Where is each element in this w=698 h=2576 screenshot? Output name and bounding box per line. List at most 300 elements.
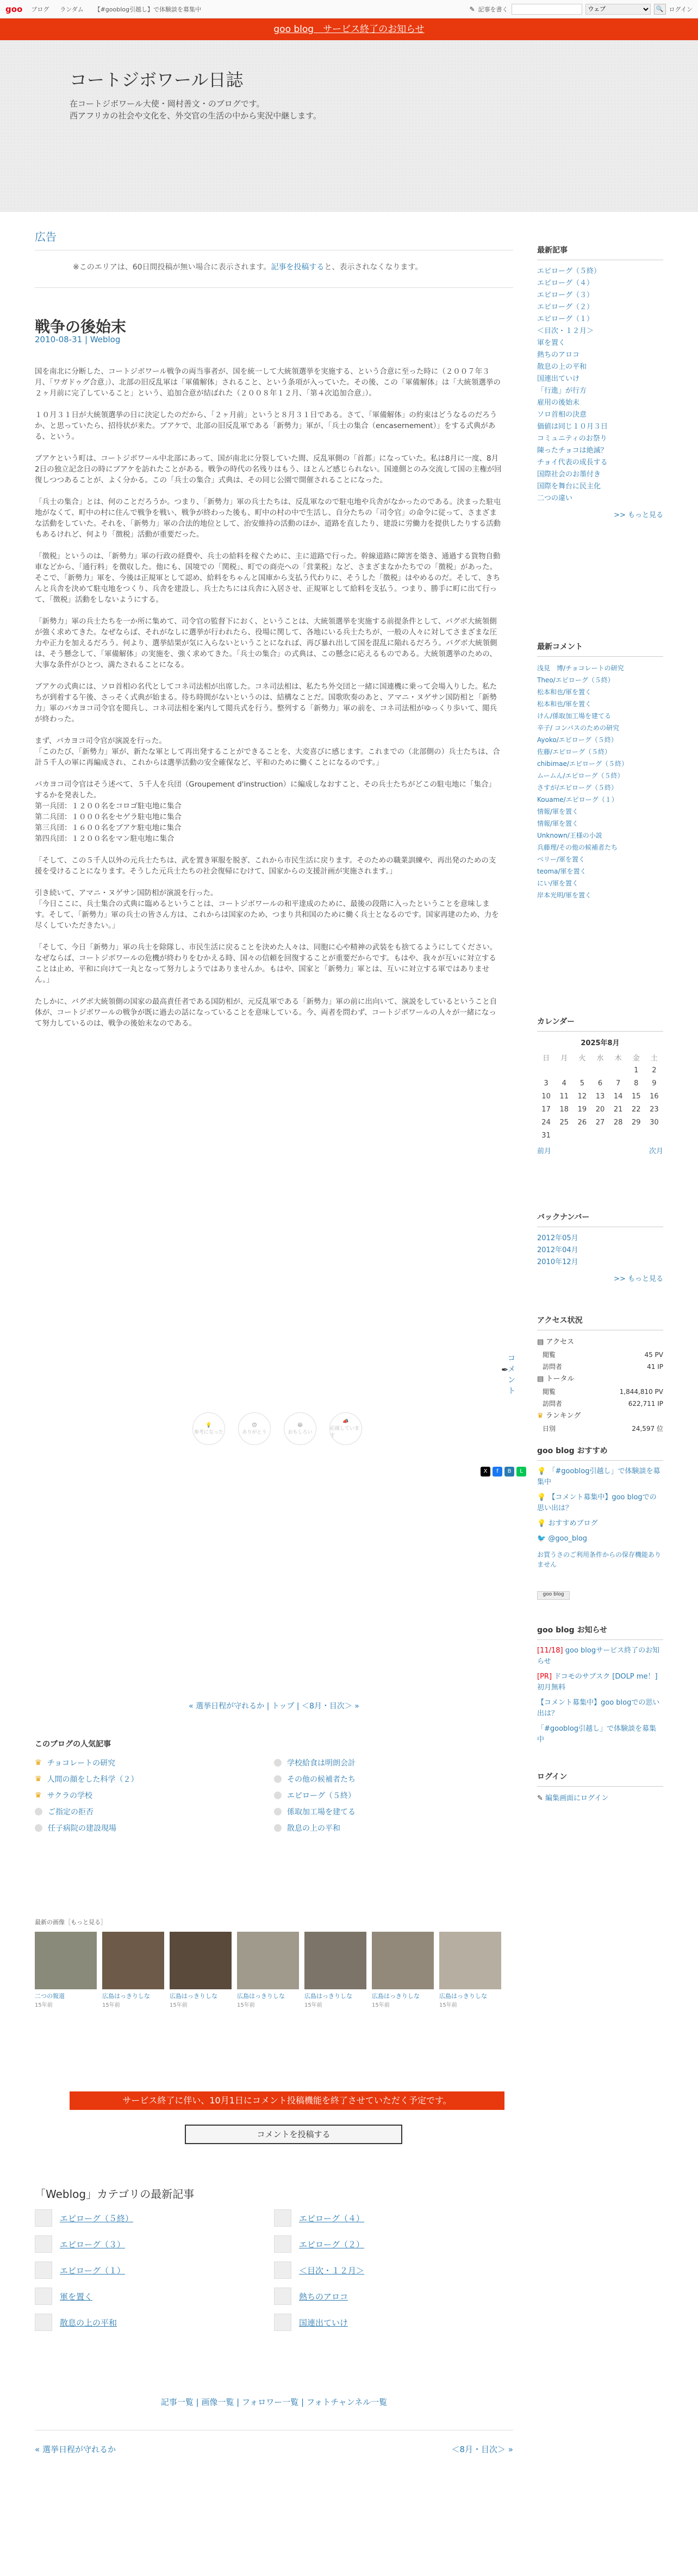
recent-comment-item[interactable]: にい/軍を置く bbox=[537, 879, 579, 887]
recent-image-item[interactable] bbox=[304, 1932, 366, 2008]
bulb-icon: 💡 bbox=[537, 1467, 546, 1475]
calendar-day bbox=[627, 1129, 645, 1142]
recent-article-link[interactable]: 国際社会のお墨付き bbox=[537, 470, 601, 479]
article-icon bbox=[35, 2314, 52, 2331]
login-title: ログイン bbox=[537, 1771, 663, 1787]
access-value: 45 PV bbox=[644, 1351, 663, 1359]
calendar-day: 15 bbox=[632, 1092, 641, 1101]
category-article-label: エピローグ（５終） bbox=[60, 2213, 134, 2223]
category-article-label: 軍を置く bbox=[60, 2291, 93, 2302]
recent-comment-item[interactable]: さすが/エピローグ（５終） bbox=[537, 784, 618, 791]
nav-random[interactable]: ランダム bbox=[60, 5, 84, 13]
write-article-link[interactable]: 記事を書く bbox=[478, 5, 508, 13]
calendar-day: 23 bbox=[650, 1105, 659, 1114]
popular-item-label: サクラの学校 bbox=[47, 1792, 93, 1800]
recent-article-link[interactable]: エピローグ（２） bbox=[537, 303, 594, 311]
recent-article-link[interactable]: 価値は同じ１０月３日 bbox=[537, 423, 608, 431]
entry-paragraph: バカヨコ司令官はそう述べて、５千人を兵団（Groupement d'instruction）に編成しなおすこと、その兵士たちがどこの駐屯地に「集合」するかを発表した。 第一兵団：１２００名をコロゴ駐屯地に集合 第二兵団：１０００名をセゲラ駐屯地に集合 第三兵団：１６００名をブアケ駐屯地に集合 第四兵団：１２００名をマン駐屯地に集合 bbox=[35, 780, 496, 843]
entry-category-link[interactable]: Weblog bbox=[90, 335, 121, 344]
notice-tag: [PR] bbox=[537, 1673, 552, 1681]
recent-image-caption[interactable]: 二つの報道 bbox=[35, 1993, 65, 2000]
recent-article-item bbox=[537, 301, 663, 313]
calendar-day: 16 bbox=[650, 1092, 659, 1101]
recent-comment-item[interactable]: Ayoko/エピローグ（５終） bbox=[537, 736, 618, 744]
entry-paragraph: 「兵士の集合」とは、何のことだろうか。つまり、「新勢力」軍の兵士たちは、反乱軍なので駐屯地や兵舎がなかったのである。決まった駐屯地がなくて、町中の村に住んで戦争を戦い、戦争が終わった後も、町中の村の中で生活し、自分たちの「司令官」の命令に従って、さまざまな活動をしていた。それを、「新勢力」軍の合法的地位として、治安維持の活動のほか、道路を直したり、建設に労働力を提供したりする活動もあるけれど、何より「徴税」活動が重要だった。 bbox=[35, 498, 501, 539]
recent-articles-title: 最新記事 bbox=[537, 244, 663, 260]
thumbnail-image[interactable] bbox=[170, 1932, 232, 1989]
calendar-day bbox=[573, 1129, 591, 1142]
calendar-day: 25 bbox=[559, 1118, 569, 1127]
notice-item[interactable] bbox=[537, 1724, 663, 1745]
next-entry-link[interactable]: ＜8月・目次＞ » bbox=[451, 2445, 513, 2454]
entry-nav[interactable]: « 選挙日程が守れるか | トップ | ＜8月・目次＞ » bbox=[189, 1702, 359, 1711]
calendar-day: 3 bbox=[544, 1079, 549, 1088]
thumbnail-image[interactable] bbox=[304, 1932, 366, 1989]
category-article-item[interactable] bbox=[35, 2209, 274, 2227]
notice-item[interactable] bbox=[537, 1645, 663, 1667]
access-label: 訪問者 bbox=[543, 1400, 563, 1408]
notice-widget bbox=[537, 1624, 663, 1750]
thumbnail-image[interactable] bbox=[35, 1932, 97, 1989]
blog-header bbox=[0, 40, 698, 212]
entry-meta-separator: | bbox=[84, 335, 88, 344]
recent-comment-item[interactable]: ベリー/軍を置く bbox=[537, 856, 585, 863]
calendar-day: 18 bbox=[559, 1105, 569, 1114]
recent-image-time: 15年前 bbox=[170, 2002, 188, 2008]
notice-item[interactable] bbox=[537, 1672, 663, 1693]
post-article-link[interactable]: 記事を投稿する bbox=[271, 263, 325, 272]
recent-article-link[interactable]: 二つの違い bbox=[537, 494, 573, 502]
category-article-label: 散息の上の平和 bbox=[60, 2317, 117, 2328]
calendar-weekday: 水 bbox=[596, 1054, 604, 1063]
article-icon bbox=[35, 2209, 52, 2227]
notice-tag: [11/18] bbox=[537, 1647, 563, 1655]
recent-article-link[interactable]: コミュニティのお祭り bbox=[537, 435, 607, 443]
popular-item-label: チョコレートの研究 bbox=[47, 1759, 116, 1768]
entry-paragraph: ブアケの式典には、ソロ首相の名代としてコネ司法相が出席した。コネ司法相は、私たち外交団と一緒に国連機に乗って会場入りした。私たちが到着する午後、さっそく式典が始まる。待ち時間がないというのは、結構なことだ。国歌吹奏のあと、アマニ・ヌゲサン国防相と「新勢力」軍のバカヨコ司令官を閲兵し、コネ司法相を案内して閲兵式を行う。整列する「新勢力」軍の前を、コネ司法相がゆっくり歩いて、閲兵が終わった。 bbox=[35, 682, 497, 724]
login-widget bbox=[537, 1771, 663, 1802]
popular-item[interactable] bbox=[35, 1773, 274, 1785]
recent-image-item[interactable] bbox=[35, 1932, 97, 2008]
reaction-button-interesting[interactable] bbox=[284, 1412, 316, 1445]
comment-end-notice[interactable]: サービス終了に伴い、10月1日にコメント投稿機能を終了させていただく予定です。 bbox=[70, 2091, 504, 2110]
recent-comment-item[interactable]: 兵藤理/その他の候補者たち bbox=[537, 844, 618, 851]
notice-title: goo blog お知らせ bbox=[537, 1624, 663, 1640]
calendar-day bbox=[609, 1064, 627, 1077]
recent-images bbox=[35, 1918, 513, 2008]
osusume-label: 「#gooblog引越し」で体験談を募集中 bbox=[537, 1467, 660, 1486]
recent-article-item bbox=[537, 409, 663, 421]
category-article-item[interactable] bbox=[35, 2261, 274, 2279]
recent-article-link[interactable]: エピローグ（３） bbox=[537, 291, 594, 299]
recent-article-item bbox=[537, 266, 663, 278]
recent-comment-item[interactable]: teoma/軍を置く bbox=[537, 868, 587, 875]
hatena-share-icon[interactable]: B bbox=[504, 1467, 514, 1477]
recent-article-link[interactable]: 軍を置く bbox=[537, 339, 566, 347]
category-article-item[interactable] bbox=[274, 2261, 513, 2279]
recent-article-item bbox=[537, 493, 663, 505]
notice-link[interactable]: 【コメント募集中】goo blogでの思い出は？ bbox=[537, 1699, 660, 1718]
entry-paragraph: 「新勢力」軍の兵士たちを一か所に集めて、司令官の監督下におく、ということは、大統領選挙を実施する前提条件として、バグボ大統領側が強く求めてきた。なぜならば、それがなしに選挙が行われたら、役場に関して、各地にいる兵士たちが、一般の人々に対してさまざまな圧力や正力を加えるだろう。何より、選挙結果が気に入らないということになれば、再び暴れ出して国を混乱に陥れるだろう。バグボ大統領側は、そう懸念して、「軍備解体」の実施を、強く求めてきた。「兵士の集合」の式典は、この懸念に応えるものである。大統領選挙のための、大事な条件がひとつ、満たされることになる。 bbox=[35, 617, 497, 669]
recent-article-link[interactable]: 陳ったチョコは絶滅？ bbox=[537, 447, 608, 455]
recent-article-link[interactable]: エピローグ（１） bbox=[537, 315, 594, 323]
calendar-day: 1 bbox=[634, 1066, 639, 1075]
calendar-day: 8 bbox=[634, 1079, 639, 1088]
popular-item-label: 人間の顔をした科学（２） bbox=[47, 1775, 139, 1784]
pen-icon: ✎ bbox=[537, 1794, 546, 1802]
calendar-day: 9 bbox=[652, 1079, 657, 1088]
calendar-day: 28 bbox=[613, 1118, 623, 1127]
category-article-item[interactable] bbox=[274, 2209, 513, 2227]
recent-article-link[interactable]: 雇用の後始末 bbox=[537, 399, 580, 407]
lower-section bbox=[0, 2067, 698, 2576]
category-article-item[interactable] bbox=[274, 2314, 513, 2331]
notice-link[interactable]: 「#gooblog引越し」で体験談を募集中 bbox=[537, 1725, 657, 1744]
access-row bbox=[537, 1398, 663, 1410]
recent-comment-item[interactable]: 佐藤/エピローグ（５終） bbox=[537, 748, 612, 756]
calendar-table bbox=[537, 1051, 663, 1142]
recent-article-link[interactable]: 「行進」が行方 bbox=[537, 387, 587, 395]
recent-image-caption[interactable]: 広島はっきりしな bbox=[237, 1993, 285, 2000]
calendar-day: 11 bbox=[559, 1092, 569, 1101]
entry-paragraph: たしかに、バグボ大統領側の国家の最高責任者である国防相が、元反乱軍である「新勢力」軍の前に出向いて、演説をしているということ自体が、コートジボワールの戦争が既に過去の話になっていることを意味している。今、両者を問わず、コートジボワールの人々が一緒になって努力しているのは、戦争の後始末なのである。 bbox=[35, 997, 497, 1028]
osusume-label: おすすめブログ bbox=[548, 1519, 598, 1528]
crown-icon: ♛ bbox=[35, 1758, 42, 1767]
recent-article-item bbox=[537, 373, 663, 385]
recent-image-time: 15年前 bbox=[304, 2002, 322, 2008]
recent-article-item bbox=[537, 325, 663, 337]
article-icon bbox=[35, 2235, 52, 2253]
login-admin-link[interactable]: 編集画面にログイン bbox=[545, 1794, 609, 1802]
access-row bbox=[537, 1349, 663, 1361]
reaction-label: ありがとう bbox=[242, 1429, 267, 1435]
recent-image-item[interactable] bbox=[439, 1932, 501, 2008]
blog-title[interactable]: コートジボワール日誌 bbox=[70, 70, 244, 90]
top-toolbar bbox=[0, 0, 698, 18]
twitter-item[interactable] bbox=[537, 1534, 663, 1544]
calendar-day: 5 bbox=[579, 1079, 584, 1088]
recent-article-item bbox=[537, 481, 663, 493]
recent-article-link[interactable]: ソロ首相の決意 bbox=[537, 411, 587, 419]
recent-image-caption[interactable]: 広島はっきりしな bbox=[304, 1993, 352, 2000]
item-icon bbox=[274, 1759, 282, 1767]
nav-blog[interactable]: ブログ bbox=[31, 5, 49, 13]
blog-description-line2: 西アフリカの社会や文化を、外交官の生活の中から実況中継します。 bbox=[70, 111, 322, 121]
calendar-day: 27 bbox=[595, 1118, 605, 1127]
comment-link[interactable]: コメント bbox=[508, 1354, 515, 1396]
recent-article-link[interactable]: 国際を舞台に民主化 bbox=[537, 482, 601, 491]
reaction-label: 応援しています bbox=[330, 1426, 360, 1438]
search-input[interactable] bbox=[512, 4, 582, 15]
backnumber-widget bbox=[537, 1211, 663, 1283]
ad-notice bbox=[35, 250, 513, 288]
notice-link[interactable]: goo blogサービス終了のお知らせ bbox=[537, 1647, 660, 1666]
popular-articles bbox=[35, 1738, 513, 1834]
calendar-day: 6 bbox=[597, 1079, 603, 1088]
article-icon bbox=[274, 2209, 291, 2227]
recent-article-link[interactable]: エピローグ（５終） bbox=[537, 267, 601, 275]
bottom-entry-nav bbox=[35, 2430, 513, 2455]
entry-paragraph: 引き続いて、アマニ・ヌゲサン国防相が演説を行った。 「今日ここに、兵士集合の式典に臨めるということは、コートジボワールの和平達成のために、最後の段階に入ったということを意味します。そして、「新勢力」軍の兵士の皆さん方は、これからは国家のため、つまり共和国のために働く兵士となるのです。国家再建のため、力を尽くしていただきたい。」 bbox=[35, 889, 499, 930]
recent-image-time: 15年前 bbox=[439, 2002, 457, 2008]
category-article-label: エピローグ（４） bbox=[299, 2213, 365, 2223]
article-icon bbox=[274, 2314, 291, 2331]
ad-notice-prefix: ※このエリアは、60日間投稿が無い場合に表示されます。 bbox=[73, 263, 271, 272]
recent-comment-item[interactable]: ムームん/エピローグ（５終） bbox=[537, 772, 624, 780]
thumbnail-image[interactable] bbox=[372, 1932, 434, 1989]
twitter-icon: 🐦 bbox=[537, 1535, 546, 1543]
osusume-note[interactable]: お買うさのご利用条件からの保存機能ありません bbox=[537, 1551, 662, 1568]
chart-icon: ▤ bbox=[537, 1338, 546, 1346]
osusume-label: 【コメント募集中】goo blogでの思い出は？ bbox=[537, 1493, 657, 1512]
recent-image-item[interactable] bbox=[237, 1932, 299, 2008]
entry-date: 2010-08-31 bbox=[35, 335, 83, 344]
popular-item[interactable] bbox=[35, 1822, 274, 1834]
pencil-icon: ✎ bbox=[469, 5, 475, 13]
recent-comment-item[interactable]: 情報/軍を置く bbox=[537, 820, 579, 827]
recent-image-time: 15年前 bbox=[102, 2002, 120, 2008]
popular-item-label: 学校給食は明朗会計 bbox=[287, 1759, 356, 1768]
osusume-item[interactable] bbox=[537, 1518, 663, 1529]
article-icon bbox=[274, 2235, 291, 2253]
calendar-day: 29 bbox=[632, 1118, 641, 1127]
entry-title[interactable]: 戦争の後始末 bbox=[35, 318, 127, 336]
recent-comment-item[interactable]: 岸本光明/軍を置く bbox=[537, 891, 592, 899]
notice-item[interactable] bbox=[537, 1698, 663, 1719]
recent-article-link[interactable]: 散息の上の平和 bbox=[537, 363, 587, 371]
recent-article-item bbox=[537, 421, 663, 433]
calendar-day bbox=[609, 1129, 627, 1142]
reaction-buttons bbox=[192, 1412, 362, 1445]
article-icon bbox=[35, 2288, 52, 2305]
bulb-icon: 💡 bbox=[537, 1493, 546, 1501]
pen-icon[interactable]: ✒ bbox=[501, 1365, 509, 1375]
search-scope-select[interactable] bbox=[585, 4, 651, 15]
blog-description-line1: 在コートジボワール大使・岡村善文・のブログです。 bbox=[70, 99, 265, 109]
recent-image-item[interactable] bbox=[102, 1932, 164, 2008]
access-value: 622,711 IP bbox=[628, 1400, 663, 1408]
item-icon bbox=[274, 1824, 282, 1832]
recent-image-item[interactable] bbox=[170, 1932, 232, 2008]
popular-item-label: 散息の上の平和 bbox=[287, 1824, 340, 1833]
access-value: 41 IP bbox=[647, 1363, 663, 1371]
recent-article-link[interactable]: 熱ちのアロコ bbox=[537, 351, 580, 359]
recent-image-item[interactable] bbox=[372, 1932, 434, 2008]
recent-article-link[interactable]: エピローグ（４） bbox=[537, 279, 594, 287]
recent-article-link[interactable]: チョイ代表の成長する bbox=[537, 458, 608, 467]
recent-image-caption[interactable]: 広島はっきりしな bbox=[102, 1993, 150, 2000]
calendar-day: 30 bbox=[650, 1118, 659, 1127]
recent-image-time: 15年前 bbox=[372, 2002, 390, 2008]
popular-item-label: 任子病院の建設現場 bbox=[48, 1824, 116, 1833]
osusume-widget bbox=[537, 1445, 663, 1600]
prev-entry-link[interactable]: « 選挙日程が守れるか bbox=[35, 2445, 116, 2454]
osusume-title: goo blog おすすめ bbox=[537, 1445, 663, 1461]
calendar-day: 10 bbox=[541, 1092, 551, 1101]
category-latest-list bbox=[35, 2209, 513, 2331]
reaction-button-support[interactable] bbox=[329, 1412, 362, 1445]
recent-article-item bbox=[537, 349, 663, 361]
backnumber-link[interactable]: 2010年12月 bbox=[537, 1258, 578, 1266]
article-icon bbox=[35, 2261, 52, 2279]
recent-image-time: 15年前 bbox=[35, 2002, 53, 2008]
popular-item[interactable] bbox=[35, 1806, 274, 1818]
article-icon bbox=[274, 2288, 291, 2305]
search-button[interactable] bbox=[654, 4, 666, 15]
access-total-label: トータル bbox=[546, 1375, 575, 1383]
category-article-item[interactable] bbox=[35, 2288, 274, 2305]
calendar-day: 13 bbox=[595, 1092, 605, 1101]
backnumber-more-link[interactable]: >> もっと見る bbox=[614, 1275, 663, 1283]
recent-comments-widget bbox=[537, 641, 663, 901]
cheer-icon: 📣 bbox=[342, 1419, 349, 1424]
osusume-item[interactable] bbox=[537, 1492, 663, 1514]
popular-item[interactable] bbox=[35, 1789, 274, 1801]
popular-item[interactable] bbox=[35, 1757, 274, 1769]
reaction-label: 参考になった bbox=[194, 1429, 223, 1435]
entry-paragraph: ブアケという町は、コートジボワール中北部にあって、国が南北に分裂していた間、反乱軍側の「首都」になっていた。私は8月に一度、8月2日の独立記念日の時にブアケを訪れたことがある。戦争の時代の名残りはもう、ほとんど感じられない。国連側とのみ交流して国の主権が回復しつつあることが、よく分かる。この「兵士の集合」式典は、その同じ公園で開催されることになった。 bbox=[35, 454, 502, 485]
crown-icon: ♛ bbox=[35, 1791, 42, 1800]
osusume-item[interactable] bbox=[537, 1466, 663, 1488]
calendar-weekday: 月 bbox=[560, 1054, 568, 1063]
item-icon bbox=[35, 1824, 42, 1832]
line-share-icon[interactable]: L bbox=[516, 1467, 526, 1477]
recent-article-item bbox=[537, 385, 663, 397]
crown-icon: ♛ bbox=[537, 1412, 546, 1420]
goo-logo[interactable]: goo bbox=[5, 4, 23, 14]
login-item[interactable] bbox=[537, 1792, 663, 1802]
thumbnail-image[interactable] bbox=[102, 1932, 164, 1989]
calendar-prev-link[interactable]: 前月 bbox=[537, 1147, 552, 1155]
recent-comment-item[interactable]: 辛子/ コンパスのための研究 bbox=[537, 724, 620, 732]
category-article-item[interactable] bbox=[35, 2314, 274, 2331]
recent-article-item bbox=[537, 397, 663, 409]
access-value: 1,844,810 PV bbox=[619, 1388, 663, 1396]
recent-image-caption[interactable]: 広島はっきりしな bbox=[439, 1993, 487, 2000]
recent-comment-item[interactable]: 浅見 博/チョコレートの研究 bbox=[537, 664, 624, 672]
twitter-label: @goo_blog bbox=[548, 1535, 588, 1543]
thumbnail-image[interactable] bbox=[237, 1932, 299, 1989]
popular-item[interactable] bbox=[274, 1822, 513, 1834]
category-article-item[interactable] bbox=[274, 2288, 513, 2305]
calendar-day: 2 bbox=[652, 1066, 657, 1075]
category-article-item[interactable] bbox=[274, 2235, 513, 2253]
notice-link[interactable]: ドコモのサブスク [DOLP me！] 初月無料 bbox=[537, 1673, 658, 1692]
calendar-next-link[interactable]: 次月 bbox=[649, 1147, 663, 1155]
post-comment-button[interactable]: コメントを投稿する bbox=[185, 2125, 402, 2144]
recent-image-caption[interactable]: 広島はっきりしな bbox=[170, 1993, 217, 2000]
bottom-links[interactable]: 記事一覧 | 画像一覧 | フォロワー一覧 | フォトチャンネル一覧 bbox=[160, 2397, 388, 2407]
recent-article-link[interactable]: 国連出ていけ bbox=[537, 375, 580, 383]
ad-notice-suffix: と、表示されなくなります。 bbox=[324, 263, 423, 272]
reaction-button-helpful[interactable] bbox=[192, 1412, 225, 1445]
recent-comment-item[interactable]: 松本和也/軍を置く bbox=[537, 700, 592, 708]
backnumber-link[interactable]: 2012年05月 bbox=[537, 1234, 578, 1242]
category-article-label: 国連出ていけ bbox=[299, 2317, 348, 2328]
popular-item[interactable] bbox=[274, 1757, 513, 1769]
recent-article-item bbox=[537, 445, 663, 457]
popular-item[interactable] bbox=[274, 1806, 513, 1818]
entry-body bbox=[35, 366, 502, 1040]
calendar-day: 14 bbox=[613, 1092, 623, 1101]
calendar-day: 22 bbox=[632, 1105, 641, 1114]
entry-paragraph: まず、バカヨコ司令官が演説を行った。 「このたび、「新勢力」軍が、新たな軍として再出発することができることを、大変喜びに感じます。これまでの（北部側の）兵士たちは、合計５千人の軍に再編成され、これからは選挙活動の安全確保など、平和のために働くことになるのです。」 bbox=[35, 737, 500, 767]
thumbnail-image[interactable] bbox=[439, 1932, 501, 1989]
calendar-day: 7 bbox=[615, 1079, 621, 1088]
recent-comment-item[interactable]: 松本和也/軍を置く bbox=[537, 688, 592, 696]
recent-article-item bbox=[537, 278, 663, 290]
top-right bbox=[469, 4, 693, 15]
item-icon bbox=[274, 1808, 282, 1815]
nav-campaign[interactable]: 【#gooblog引越し】で体験談を募集中 bbox=[94, 5, 201, 13]
recent-comment-item[interactable]: けん/係取加工場を建てる bbox=[537, 712, 612, 720]
backnumber-link[interactable]: 2012年04月 bbox=[537, 1246, 578, 1254]
entry-paragraph: 「そして、この５千人以外の元兵士たちは、武を置き軍服を脱ぎ、これから市民生活に戻ります。そのための職業訓練や、再出発のための支援を受けることになります。そうした元兵士たちの社会復帰にむけて、国家からの支援計画が実施されます。」 bbox=[35, 856, 496, 876]
access-label: 閲覧 bbox=[543, 1351, 556, 1359]
access-row bbox=[537, 1361, 663, 1373]
popular-item[interactable] bbox=[274, 1773, 513, 1785]
recent-comment-item[interactable]: Unknown/王様の小説 bbox=[537, 832, 602, 839]
calendar-day bbox=[555, 1129, 573, 1142]
calendar-day: 24 bbox=[541, 1118, 551, 1127]
recent-more-link[interactable]: >> もっと見る bbox=[614, 511, 663, 519]
category-article-label: エピローグ（３） bbox=[60, 2239, 126, 2250]
recent-comment-item[interactable]: Theo/エピローグ（５終） bbox=[537, 676, 614, 684]
article-icon bbox=[274, 2261, 291, 2279]
item-icon bbox=[274, 1792, 282, 1799]
calendar-weekday: 日 bbox=[543, 1054, 550, 1063]
calendar-day bbox=[555, 1064, 573, 1077]
backnumber-title: バックナンバー bbox=[537, 1211, 663, 1227]
recent-comment-item[interactable]: 情報/軍を置く bbox=[537, 808, 579, 815]
goo-blog-badge[interactable]: goo blog bbox=[537, 1591, 570, 1600]
recent-image-time: 15年前 bbox=[237, 2002, 255, 2008]
calendar-weekday: 金 bbox=[632, 1054, 640, 1063]
calendar-day bbox=[645, 1129, 663, 1142]
service-end-banner[interactable] bbox=[0, 18, 698, 40]
x-share-icon[interactable]: X bbox=[481, 1467, 490, 1477]
access-row bbox=[537, 1423, 663, 1435]
entry-meta bbox=[35, 335, 120, 344]
reaction-button-thanks[interactable] bbox=[238, 1412, 271, 1445]
popular-item[interactable] bbox=[274, 1789, 513, 1801]
recent-image-caption[interactable]: 広島はっきりしな bbox=[372, 1993, 420, 2000]
item-icon bbox=[35, 1808, 42, 1815]
recent-comment-item[interactable]: Kouame/エピローグ（１） bbox=[537, 796, 618, 803]
access-label: 訪問者 bbox=[543, 1363, 563, 1371]
calendar-day: 12 bbox=[577, 1092, 587, 1101]
popular-title: このブログの人気記事 bbox=[35, 1740, 111, 1749]
access-widget bbox=[537, 1315, 663, 1435]
recent-articles-widget bbox=[537, 244, 663, 519]
calendar-day: 4 bbox=[562, 1079, 566, 1088]
facebook-share-icon[interactable]: f bbox=[493, 1467, 502, 1477]
recent-images-head[interactable]: 最新の画像［もっと見る］ bbox=[35, 1919, 107, 1926]
access-value: 24,597 位 bbox=[632, 1425, 663, 1432]
access-title: アクセス状況 bbox=[537, 1315, 663, 1330]
access-total-head bbox=[537, 1373, 663, 1386]
popular-item-label: エピローグ（５終） bbox=[287, 1792, 356, 1800]
ad-heading: 広告 bbox=[35, 230, 57, 243]
recent-article-link[interactable]: ＜目次・１２月＞ bbox=[537, 327, 594, 335]
banner-text: goo blog サービス終了のお知らせ bbox=[273, 24, 425, 35]
recent-comment-item[interactable]: chibimae/エピローグ（５終） bbox=[537, 760, 628, 768]
recent-article-item bbox=[537, 457, 663, 469]
calendar-weekday: 土 bbox=[650, 1054, 658, 1063]
category-article-item[interactable] bbox=[35, 2235, 274, 2253]
login-link[interactable]: ログイン bbox=[669, 5, 693, 13]
smile-icon: 😊 bbox=[252, 1422, 257, 1428]
